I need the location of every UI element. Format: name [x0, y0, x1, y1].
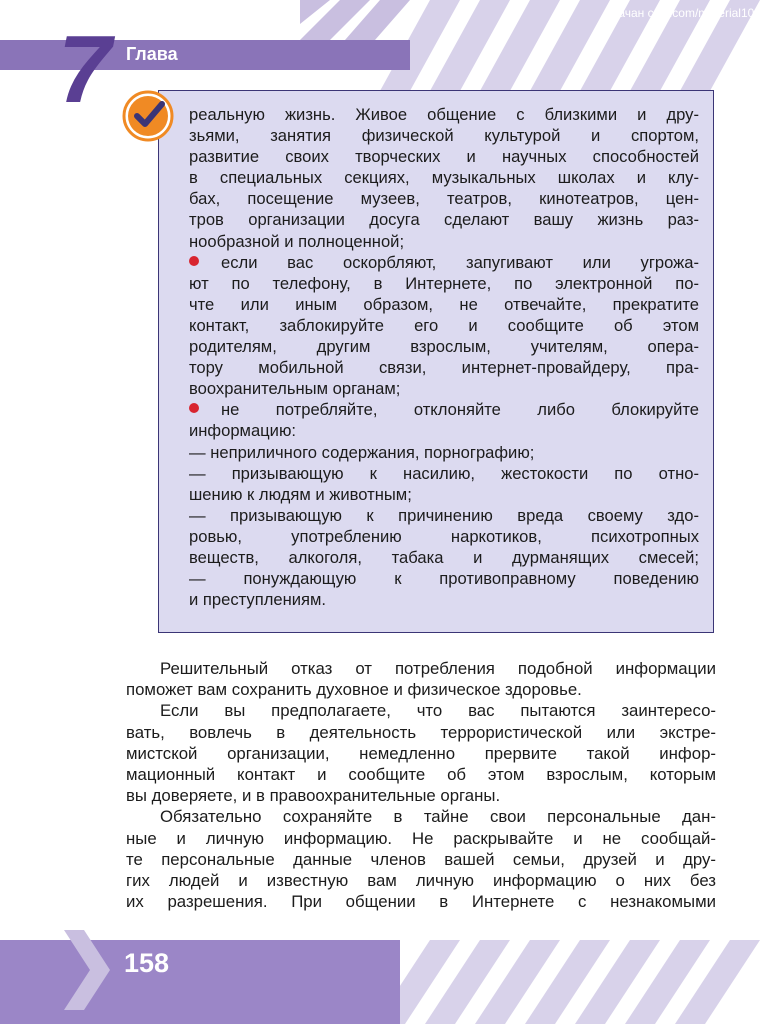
note-line: зьями, занятия физической культурой и спортом,: [189, 126, 699, 146]
watermark: Скачан с vk.com/material100: [604, 6, 761, 20]
note-line-text: не потребляйте, отклоняйте либо блокируйте: [221, 400, 699, 420]
note-line: ют по телефону, в Интернете, по электронной по-: [189, 273, 699, 293]
body-line: те персональные данные членов вашей семьи, друзей и дру-: [126, 849, 716, 869]
note-line: шению к людям и животным;: [189, 484, 412, 504]
note-line: тору мобильной связи, интернет-провайдеру, пра-: [189, 358, 699, 378]
body-line: мистской организации, немедленно прервите такой инфор-: [126, 743, 716, 763]
note-line: — неприличного содержания, порнографию;: [189, 442, 535, 462]
body-line: вы доверяете, и в правоохранительные органы.: [126, 786, 501, 806]
chevron-right-icon: [60, 930, 110, 1010]
note-line: — призывающую к насилию, жестокости по отно-: [189, 463, 699, 483]
note-line: — понуждающую к противоправному поведению: [189, 569, 699, 589]
note-line: — призывающую к причинению вреда своему здо-: [189, 505, 699, 525]
note-line: чте или иным образом, не отвечайте, прекратите: [189, 294, 699, 314]
body-text: [126, 658, 716, 912]
bullet-icon: [189, 403, 199, 413]
note-bullet-line: [189, 399, 699, 420]
note-line: веществ, алкоголя, табака и дурманящих смесей;: [189, 547, 699, 567]
body-line: гих людей и известную вам личную информацию о них без: [126, 870, 716, 890]
note-line: информацию:: [189, 421, 297, 441]
body-line: ные и личную информацию. Не раскрывайте и не сообщай-: [126, 828, 716, 848]
note-text: [189, 104, 699, 610]
body-line: их разрешения. При общении в Интернете с незнакомыми: [126, 892, 716, 912]
note-line: тров организации досуга сделают вашу жизнь раз-: [189, 210, 699, 230]
body-line: поможет вам сохранить духовное и физическое здоровье.: [126, 680, 582, 700]
note-line: воохранительным органам;: [189, 379, 401, 399]
body-line: Обязательно сохраняйте в тайне свои персональные дан-: [160, 807, 716, 827]
note-line: контакт, заблокируйте его и сообщите об этом: [189, 315, 699, 335]
note-line: ровью, употреблению наркотиков, психотропных: [189, 526, 699, 546]
note-line: и преступлениям.: [189, 590, 327, 610]
body-line: Решительный отказ от потребления подобной информации: [160, 659, 716, 678]
note-line: родителям, другим взрослым, учителям, опера-: [189, 337, 699, 357]
note-line-text: если вас оскорбляют, запугивают или угрожа-: [221, 252, 699, 272]
note-line: реальную жизнь. Живое общение с близкими и дру-: [189, 105, 699, 124]
body-line: Если вы предполагаете, что вас пытаются заинтересо-: [160, 701, 716, 721]
body-line: мационный контакт и сообщите об этом взрослым, которым: [126, 764, 716, 784]
bullet-icon: [189, 256, 199, 266]
note-line: бах, посещение музеев, театров, кинотеатров, цен-: [189, 189, 699, 209]
note-line: развитие своих творческих и научных способностей: [189, 147, 699, 167]
note-bullet-line: [189, 252, 699, 273]
chapter-label: Глава: [126, 44, 178, 64]
check-icon: [122, 90, 174, 142]
body-line: вать, вовлечь в деятельность террористической или экстре-: [126, 722, 716, 742]
note-line: в специальных секциях, музыкальных школах и клу-: [189, 168, 699, 188]
page-number: 158: [124, 948, 170, 978]
chapter-number: 7: [58, 16, 110, 123]
note-line: нообразной и полноценной;: [189, 231, 405, 251]
